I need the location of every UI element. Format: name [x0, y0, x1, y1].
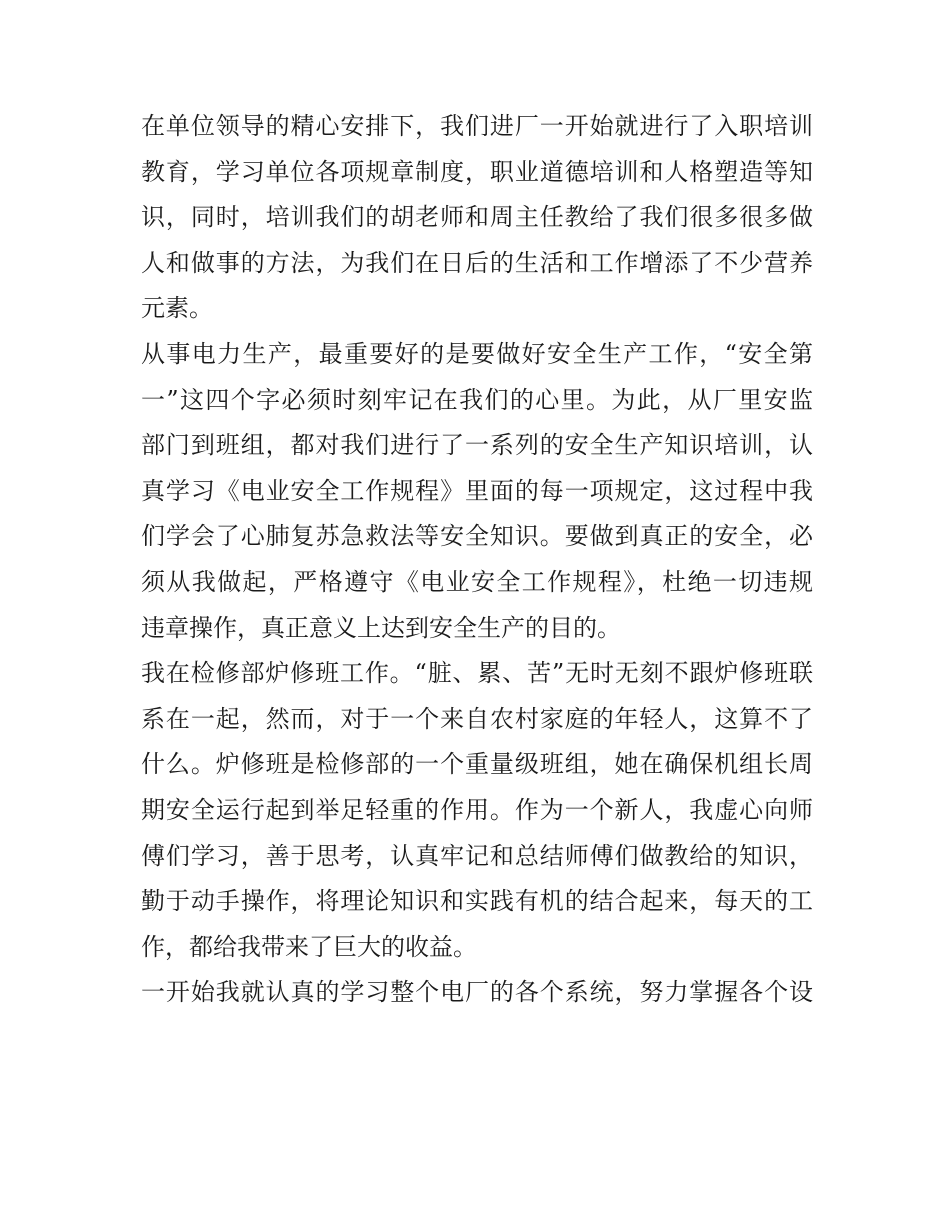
- text-line: 一”这四个字必须时刻牢记在我们的心里。为此，从厂里安监: [141, 385, 813, 414]
- text-line: 违章操作，真正意义上达到安全生产的目的。: [141, 613, 621, 642]
- text-line: 我在检修部炉修班工作。“脏、累、苦”无时无刻不跟炉修班联: [141, 659, 813, 688]
- text-line: 识，同时，培训我们的胡老师和周主任教给了我们很多很多做: [141, 203, 813, 232]
- text-line: 人和做事的方法，为我们在日后的生活和工作增添了不少营养: [141, 248, 813, 277]
- text-line: 期安全运行起到举足轻重的作用。作为一个新人，我虚心向师: [141, 795, 813, 824]
- text-line: 教育，学习单位各项规章制度，职业道德培训和人格塑造等知: [141, 157, 813, 186]
- paragraph-4: [141, 970, 813, 1016]
- text-line: 元素。: [141, 294, 213, 323]
- text-line: 们学会了心肺复苏急救法等安全知识。要做到真正的安全，必: [141, 522, 813, 551]
- text-line: 傅们学习，善于思考，认真牢记和总结师傅们做教给的知识，: [141, 841, 813, 870]
- text-line: 在单位领导的精心安排下，我们进厂一开始就进行了入职培训: [141, 112, 813, 140]
- text-line: 从事电力生产，最重要好的是要做好安全生产工作，“安全第: [141, 339, 813, 368]
- paragraph-1: [141, 104, 813, 332]
- text-line: 一开始我就认真的学习整个电厂的各个系统，努力掌握各个设: [141, 978, 813, 1007]
- paragraph-3: [141, 651, 813, 970]
- body-text: [141, 104, 813, 1016]
- text-line: 部门到班组，都对我们进行了一系列的安全生产知识培训，认: [141, 431, 813, 460]
- text-line: 什么。炉修班是检修部的一个重量级班组，她在确保机组长周: [141, 750, 813, 779]
- text-line: 勤于动手操作，将理论知识和实践有机的结合起来，每天的工: [141, 887, 813, 916]
- paragraph-2: [141, 332, 813, 651]
- text-line: 真学习《电业安全工作规程》里面的每一项规定，这过程中我: [141, 476, 813, 505]
- text-line: 系在一起，然而，对于一个来自农村家庭的年轻人，这算不了: [141, 704, 813, 733]
- text-line: 作，都给我带来了巨大的收益。: [141, 932, 477, 961]
- text-line: 须从我做起，严格遵守《电业安全工作规程》，杜绝一切违规: [141, 567, 813, 596]
